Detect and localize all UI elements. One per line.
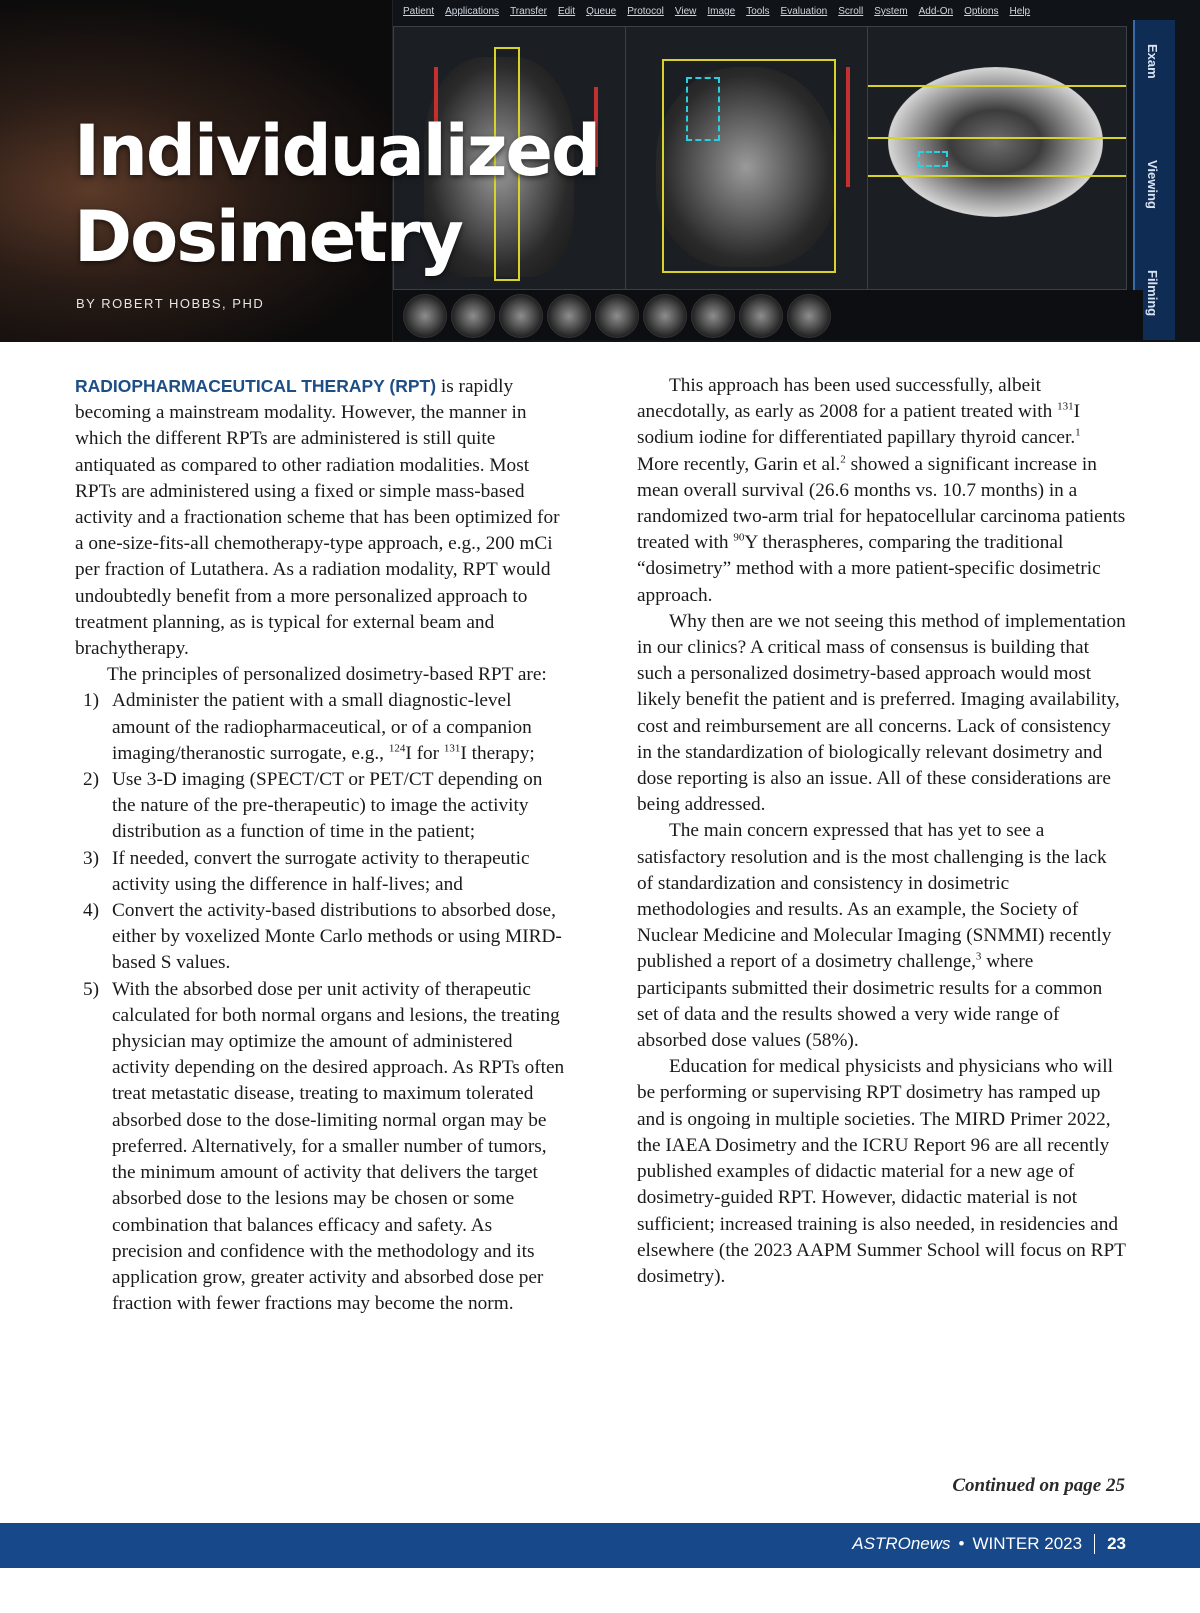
list-item [75, 846, 565, 898]
scan-thumbnail [451, 294, 495, 338]
list-number: 1) [83, 690, 100, 712]
scan-thumbnail [403, 294, 447, 338]
scan-thumbnail [499, 294, 543, 338]
list-number: 4) [83, 900, 100, 922]
byline: BY ROBERT HOBBS, PHD [76, 296, 265, 311]
paragraph: The principles of personalized dosimetry-based RPT are: [107, 664, 547, 686]
thumbnail-strip [393, 290, 1143, 340]
divider [1094, 1534, 1095, 1554]
paragraph-text: The main concern expressed that has yet to see a satisfactory resolution and is the most challenging is the lack of standardization and consistency in dosimetric methodologies and results. As an example, the Society of Nuclear Medicine and Molecular Imaging (SNMMI) recently published a report of a dosimetry challenge, [637, 820, 1112, 973]
scan-thumbnail [643, 294, 687, 338]
list-item [75, 688, 565, 767]
title-line: Individualized [74, 110, 600, 192]
paragraph-text: Y theraspheres, comparing the traditional “dosimetry” method with a more patient-specific dosimetric approach. [637, 532, 1101, 606]
screen-menu-item: Transfer [510, 6, 547, 17]
screen-menu-item: Tools [746, 6, 770, 17]
left-column [75, 373, 565, 1317]
reference-mark: 3 [975, 951, 982, 964]
scan-thumbnail [787, 294, 831, 338]
scan-thumbnail [547, 294, 591, 338]
paragraph: Why then are we not seeing this method of implementation in our clinics? A critical mass of consensus is building that such a personalized dosimetry-based approach would most likely benefit the patient and is preferred. Imaging availability, cost and reimbursement are all concerns. Lack of consistency in the standardization of biologically relevant dosimetry and dose reporting is also an issue. All of these considerations are being addressed. [637, 610, 1126, 816]
superscript: 90 [733, 531, 745, 544]
slice-marker [868, 85, 1126, 87]
screen-menu-bar [393, 6, 1031, 24]
publication-name: ASTROnews [852, 1534, 951, 1553]
list-item-text: With the absorbed dose per unit activity of therapeutic calculated for both normal organs and lesions, the treating physician may optimize the amount of administered activity depending on the desired approach. As RPTs often treat metastatic disease, treating to maximum tolerated absorbed dose to the dose-limiting normal organ may be preferred. Alternatively, for a smaller number of tumors, the minimum amount of activity that delivers the target absorbed dose to the lesions may be chosen or some combination that balances efficacy and safety. As precision and confidence with the methodology and its application grow, greater activity and absorbed dose per fraction with fewer fractions may become the norm. [112, 978, 565, 1315]
list-item-text: Use 3-D imaging (SPECT/CT or PET/CT depending on the nature of the pre-therapeutic) to image the activity distribution as a function of time in the patient; [112, 769, 543, 843]
superscript: 124 [388, 742, 406, 755]
side-tab: Filming [1145, 270, 1160, 317]
paragraph-text: More recently, Garin et al. [637, 453, 841, 475]
slice-marker [846, 67, 850, 187]
slice-marker [918, 151, 948, 167]
screen-menu-item: Queue [586, 6, 617, 17]
scan-thumbnail [691, 294, 735, 338]
mri-scan-image [888, 67, 1103, 217]
scan-thumbnail [595, 294, 639, 338]
list-item-text: Administer the patient with a small diagnostic-level amount of the radiopharmaceutical, or of a companion imaging/theranostic surrogate, e.g., [112, 690, 532, 764]
paragraph [637, 818, 1127, 1054]
footer-info [852, 1534, 1126, 1554]
superscript: 131 [1057, 400, 1074, 413]
page-number: 23 [1107, 1534, 1126, 1553]
mri-panel-axial [867, 26, 1127, 290]
list-number: 3) [83, 847, 100, 869]
side-tab: Viewing [1145, 160, 1160, 209]
screen-menu-item: Options [964, 6, 999, 17]
right-column [637, 373, 1127, 1290]
paragraph-text: I sodium iodine for differentiated papillary thyroid cancer. [637, 401, 1081, 449]
paragraph-text: is rapidly becoming a mainstream modality. However, the manner in which the different RPTs are administered is still quite antiquated as compared to other radiation modalities. Most RPTs are administered using a fixed or simple mass-based activity and a fractionation scheme that has been optimized for a one-size-fits-all chemotherapy-type approach, e.g., 200 mCi per fraction of Lutathera. As a radiation modality, RPT would undoubtedly benefit from a more personalized approach to treatment planning, as is typical for external beam and brachytherapy. [75, 376, 560, 660]
article-title [74, 108, 600, 280]
slice-marker [662, 59, 836, 273]
title-line: Dosimetry [74, 196, 462, 278]
screen-menu-item: Edit [557, 6, 576, 17]
list-item-text: I therapy; [460, 742, 535, 764]
header-banner [0, 0, 1200, 342]
continued-note: Continued on page 25 [952, 1475, 1125, 1496]
screen-menu-item: Help [1009, 6, 1031, 17]
paragraph [637, 373, 1127, 609]
paragraph-text: showed a significant increase in mean overall survival (26.6 months vs. 10.7 months) in a randomized two-arm trial for hepatocellular carcinoma patients treated with [637, 453, 1126, 554]
screen-menu-item: Applications [445, 6, 500, 17]
issue-date: WINTER 2023 [972, 1534, 1083, 1553]
scan-thumbnail [739, 294, 783, 338]
screen-menu-item: Protocol [627, 6, 664, 17]
principles-list [75, 688, 565, 1317]
list-item-text: Convert the activity-based distributions to absorbed dose, either by voxelized Monte Carlo methods or using MIRD-based S values. [112, 900, 562, 974]
screen-menu-item: Patient [403, 6, 435, 17]
list-item [75, 977, 565, 1318]
screen-menu-item: Scroll [838, 6, 864, 17]
lead-in: RADIOPHARMACEUTICAL THERAPY (RPT) [75, 376, 437, 396]
page-footer [0, 1523, 1200, 1568]
slice-marker [868, 175, 1126, 177]
side-tab: Exam [1145, 44, 1160, 79]
list-number: 2) [83, 769, 100, 791]
screen-menu-item: System [874, 6, 908, 17]
list-item-text: If needed, convert the surrogate activity to therapeutic activity using the difference in half-lives; and [112, 847, 530, 895]
superscript: 131 [443, 742, 461, 755]
screen-menu-item: View [674, 6, 697, 17]
list-item-text: I for [405, 742, 444, 764]
screen-menu-item: Image [707, 6, 736, 17]
screen-menu-item: Add-On [918, 6, 954, 17]
paragraph [75, 373, 565, 662]
footer-bullet: • [958, 1534, 965, 1553]
list-item [75, 767, 565, 846]
list-number: 5) [83, 978, 100, 1000]
reference-mark: 1 [1075, 426, 1081, 439]
mri-panel-coronal [625, 26, 869, 290]
screen-menu-item: Evaluation [780, 6, 828, 17]
list-item [75, 898, 565, 977]
paragraph-text: This approach has been used successfully, albeit anecdotally, as early as 2008 for a patient treated with [637, 375, 1058, 423]
paragraph-text: where participants submitted their dosimetric results for a common set of data and the results showed a very wide range of absorbed dose values (58%). [637, 951, 1103, 1052]
slice-marker [868, 137, 1126, 139]
reference-mark: 2 [840, 453, 846, 466]
paragraph: Education for medical physicists and physicians who will be performing or supervising RPT dosimetry has ramped up and is ongoing in multiple societies. The MIRD Primer 2022, the IAEA Dosimetry and the ICRU Report 96 are all recently published examples of didactic material for a new age of dosimetry-guided RPT. However, didactic material is not sufficient; increased training is also needed, in residencies and elsewhere (the 2023 AAPM Summer School will focus on RPT dosimetry). [637, 1056, 1126, 1287]
